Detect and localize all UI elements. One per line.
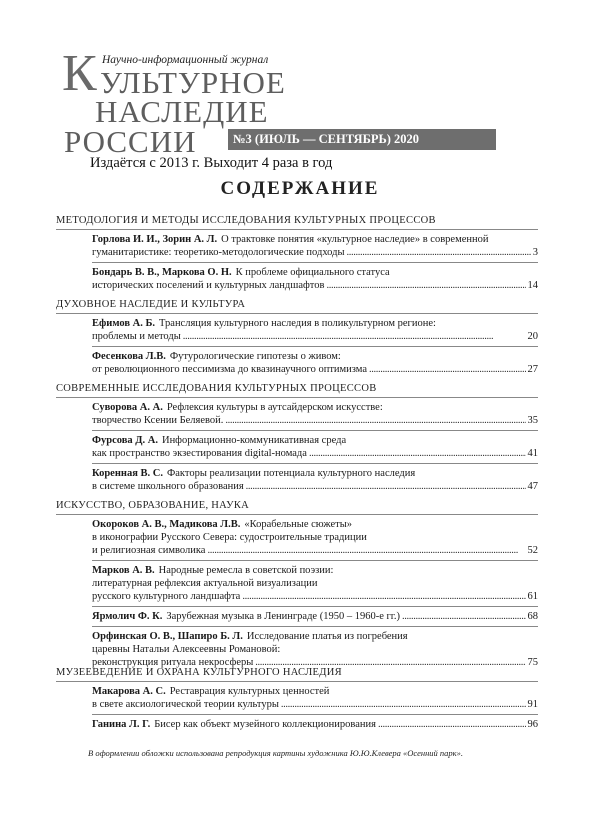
title-line-1: УЛЬТУРНОЕ (100, 65, 286, 100)
page-number[interactable]: 14 (527, 280, 538, 291)
toc-entry[interactable] (92, 398, 538, 431)
entry-title-start: Трансляция культурного наследия в поликультурном регионе: (159, 318, 436, 329)
entry-title-start: Информационно-коммуникативная среда (161, 435, 347, 446)
page-number[interactable]: 68 (527, 611, 538, 622)
dot-leader (326, 279, 525, 292)
toc-section (56, 212, 538, 295)
entry-title-start: Исследование платья из погребения (246, 631, 408, 642)
entry-title-end: исторических поселений и культурных ландшафтов (92, 280, 325, 291)
entry-authors: Коренная В. С. (92, 468, 163, 479)
entry-title-end: творчество Ксении Беляевой. (92, 415, 224, 426)
page-number[interactable]: 41 (527, 448, 538, 459)
title-line-2: НАСЛЕДИЕ (95, 94, 269, 129)
entry-authors: Ганина Л. Г. (92, 719, 151, 730)
masthead-initial: К (62, 45, 97, 102)
toc-entry[interactable] (92, 561, 538, 607)
entry-authors: Ярмолич Ф. К. (92, 611, 163, 622)
title-line-3: РОССИИ (64, 124, 197, 159)
entry-authors: Орфинская О. В., Шапиро Б. Л. (92, 631, 243, 642)
toc-entry[interactable] (92, 347, 538, 379)
toc-entry[interactable] (92, 515, 538, 561)
entry-title-end: как пространство экзестирования digital-номада (92, 448, 307, 459)
page-number[interactable]: 96 (527, 719, 538, 730)
entry-authors: Суворова А. А. (92, 402, 163, 413)
page-number[interactable]: 52 (527, 545, 538, 556)
entry-title-end: реконструкция ритуала некросферы (92, 657, 254, 668)
page-number[interactable]: 35 (527, 415, 538, 426)
toc-entry[interactable] (92, 263, 538, 295)
entry-authors: Окороков А. В., Мадикова Л.В. (92, 519, 241, 530)
journal-subtitle: Научно-информационный журнал (102, 54, 269, 66)
entry-title-continued: царевны Натальи Алексеевны Романовой: (92, 644, 281, 655)
entry-title-continued: в иконографии Русского Севера: судостроительные традиции (92, 532, 367, 543)
dot-leader (347, 246, 531, 259)
page-number[interactable]: 3 (532, 247, 538, 258)
toc-entry[interactable] (92, 607, 538, 627)
toc-section (56, 497, 538, 672)
toc-entry[interactable] (92, 464, 538, 496)
toc-entry[interactable] (92, 715, 538, 734)
entry-title-start: Рефлексия культуры в аутсайдерском искусстве: (166, 402, 383, 413)
entry-title-end: и религиозная символика (92, 545, 206, 556)
dot-leader (242, 590, 525, 603)
page-number[interactable]: 20 (527, 331, 538, 342)
entry-title-start: Народные ремесла в советской поэзии: (158, 565, 334, 576)
dot-leader (207, 544, 525, 557)
toc-entry[interactable] (92, 682, 538, 715)
entry-title-start: «Корабельные сюжеты» (244, 519, 353, 530)
entry-title-end: проблемы и методы (92, 331, 181, 342)
entry-authors: Бондарь В. В., Маркова О. Н. (92, 267, 232, 278)
toc-section (56, 664, 538, 734)
entry-title-start: К проблеме официального статуса (235, 267, 390, 278)
entry-title-end: в свете аксиологической теории культуры (92, 699, 279, 710)
dot-leader (378, 718, 526, 731)
entry-title-end: от революционного пессимизма до квазинаучного оптимизма (92, 364, 368, 375)
dot-leader (225, 414, 525, 427)
dot-leader (402, 610, 525, 623)
entry-authors: Марков А. В. (92, 565, 155, 576)
entry-title-end: русского культурного ландшафта (92, 591, 241, 602)
entry-title-start: О трактовке понятия «культурное наследие» в современной (221, 234, 489, 245)
toc-entry[interactable] (92, 230, 538, 263)
issue-banner: №3 (ИЮЛЬ — СЕНТЯБРЬ) 2020 (228, 129, 496, 150)
dot-leader (309, 447, 526, 460)
publication-info: Издаётся с 2013 г. Выходит 4 раза в год (90, 155, 333, 171)
page-number[interactable]: 47 (527, 481, 538, 492)
page-number[interactable]: 27 (527, 364, 538, 375)
section-heading: ДУХОВНОЕ НАСЛЕДИЕ И КУЛЬТУРА (56, 296, 538, 314)
section-heading: МУЗЕЕВЕДЕНИЕ И ОХРАНА КУЛЬТУРНОГО НАСЛЕДИЯ (56, 664, 538, 682)
entry-authors: Горлова И. И., Зорин А. Л. (92, 234, 218, 245)
section-heading: МЕТОДОЛОГИЯ И МЕТОДЫ ИССЛЕДОВАНИЯ КУЛЬТУРНЫХ ПРОЦЕССОВ (56, 212, 538, 230)
page-number[interactable]: 91 (527, 699, 538, 710)
dot-leader (246, 480, 526, 493)
dot-leader (369, 363, 525, 376)
entry-title-end: гуманитаристике: теоретико-методологические подходы (92, 247, 345, 258)
entry-authors: Фурсова Д. А. (92, 435, 158, 446)
entry-title-end: в системе школьного образования (92, 481, 244, 492)
entry-title-continued: литературная рефлексия актуальной визуализации (92, 578, 318, 589)
entry-title-end: Зарубежная музыка в Ленинграде (1950 – 1960-е гг.) (166, 611, 401, 622)
toc-title: СОДЕРЖАНИЕ (220, 178, 380, 199)
entry-title-start: Факторы реализации потенциала культурного наследия (166, 468, 416, 479)
section-heading: ИСКУССТВО, ОБРАЗОВАНИЕ, НАУКА (56, 497, 538, 515)
toc-entry[interactable] (92, 431, 538, 464)
journal-masthead (62, 45, 542, 173)
dot-leader (281, 698, 526, 711)
toc-section (56, 296, 538, 379)
entry-title-start: Реставрация культурных ценностей (169, 686, 330, 697)
page-number[interactable]: 75 (527, 657, 538, 668)
toc-section (56, 380, 538, 496)
entry-authors: Макарова А. С. (92, 686, 166, 697)
dot-leader (183, 330, 526, 343)
entry-authors: Фесенкова Л.В. (92, 351, 166, 362)
entry-title-end: Бисер как объект музейного коллекционирования (154, 719, 376, 730)
section-heading: СОВРЕМЕННЫЕ ИССЛЕДОВАНИЯ КУЛЬТУРНЫХ ПРОЦЕССОВ (56, 380, 538, 398)
entry-title-start: Футурологические гипотезы о живом: (169, 351, 341, 362)
toc-entry[interactable] (92, 314, 538, 347)
page-number[interactable]: 61 (527, 591, 538, 602)
entry-authors: Ефимов А. Б. (92, 318, 156, 329)
cover-footnote: В оформлении обложки использована репродукция картины художника Ю.Ю.Клевера «Осенний парк». (88, 748, 464, 758)
